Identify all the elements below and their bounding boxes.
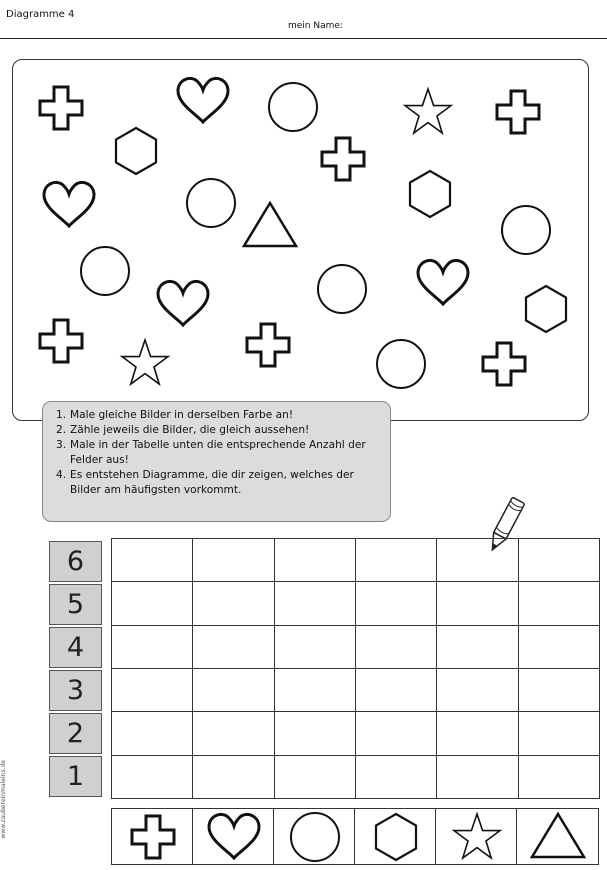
footer-url: www.zaubereinmaleins.de <box>0 760 7 839</box>
bar-grid <box>111 538 599 798</box>
grid-cell[interactable] <box>518 711 600 756</box>
cross-icon <box>40 87 82 129</box>
legend-cell <box>354 808 436 865</box>
grid-cell[interactable] <box>111 538 193 582</box>
grid-cell[interactable] <box>274 538 356 582</box>
grid-cell[interactable] <box>436 581 519 626</box>
grid-cell[interactable] <box>355 668 437 712</box>
grid-cell[interactable] <box>436 668 519 712</box>
star-icon <box>436 809 518 866</box>
grid-cell[interactable] <box>518 538 600 582</box>
circle-icon <box>187 179 235 227</box>
cross-icon <box>483 343 525 385</box>
circle-icon <box>318 265 366 313</box>
heart-icon <box>418 260 468 304</box>
hexagon-icon <box>526 286 566 332</box>
grid-cell[interactable] <box>111 668 193 712</box>
cross-icon <box>112 809 194 866</box>
grid-cell[interactable] <box>518 625 600 669</box>
grid-cell[interactable] <box>436 625 519 669</box>
circle-icon <box>269 83 317 131</box>
grid-cell[interactable] <box>436 711 519 756</box>
instruction-item: 4. Es entstehen Diagramme, die dir zeigen, welches der Bilder am häufigsten vorkommt. <box>56 469 354 496</box>
circle-icon <box>377 340 425 388</box>
grid-cell[interactable] <box>518 755 600 799</box>
instructions-box <box>42 401 391 522</box>
legend-row <box>111 808 599 865</box>
grid-cell[interactable] <box>192 711 275 756</box>
instruction-item: 3. Male in der Tabelle unten die entsprechende Anzahl der Felder aus! <box>56 439 366 466</box>
hexagon-icon <box>116 128 156 174</box>
hexagon-icon <box>410 171 450 217</box>
grid-cell[interactable] <box>436 538 519 582</box>
grid-cell[interactable] <box>274 755 356 799</box>
legend-cell <box>516 808 599 865</box>
circle-icon <box>81 247 129 295</box>
grid-cell[interactable] <box>192 668 275 712</box>
grid-cell[interactable] <box>274 581 356 626</box>
grid-cell[interactable] <box>436 755 519 799</box>
triangle-icon <box>517 809 600 866</box>
cross-icon <box>497 91 539 133</box>
cross-icon <box>247 324 289 366</box>
cross-icon <box>40 320 82 362</box>
y-label-cell: 2 <box>49 713 102 754</box>
header-line <box>0 38 607 39</box>
star-icon <box>405 89 451 133</box>
shapes-canvas <box>13 60 590 422</box>
grid-cell[interactable] <box>518 581 600 626</box>
grid-cell[interactable] <box>111 581 193 626</box>
name-label: mein Name: <box>288 21 343 31</box>
legend-cell <box>435 808 517 865</box>
legend-cell <box>192 808 274 865</box>
hexagon-icon <box>355 809 437 866</box>
grid-cell[interactable] <box>355 538 437 582</box>
heart-icon <box>193 809 275 866</box>
grid-cell[interactable] <box>355 581 437 626</box>
heart-icon <box>44 182 94 226</box>
grid-cell[interactable] <box>111 625 193 669</box>
cross-icon <box>322 138 364 180</box>
worksheet-title: Diagramme 4 <box>6 9 75 20</box>
legend-cell <box>273 808 355 865</box>
circle-icon <box>274 809 356 866</box>
y-label-cell: 1 <box>49 756 102 797</box>
instruction-item: 2. Zähle jeweils die Bilder, die gleich aussehen! <box>56 424 310 436</box>
y-label-cell: 4 <box>49 627 102 668</box>
grid-cell[interactable] <box>274 668 356 712</box>
shape-area <box>12 59 589 421</box>
grid-cell[interactable] <box>192 538 275 582</box>
grid-cell[interactable] <box>274 711 356 756</box>
y-label-cell: 3 <box>49 670 102 711</box>
grid-cell[interactable] <box>518 668 600 712</box>
star-icon <box>122 340 168 384</box>
grid-cell[interactable] <box>192 755 275 799</box>
y-label-cell: 6 <box>49 541 102 582</box>
grid-cell[interactable] <box>274 625 356 669</box>
heart-icon <box>158 281 208 325</box>
grid-cell[interactable] <box>111 711 193 756</box>
grid-cell[interactable] <box>192 581 275 626</box>
legend-cell <box>111 808 193 865</box>
grid-cell[interactable] <box>355 755 437 799</box>
grid-cell[interactable] <box>355 625 437 669</box>
triangle-icon <box>244 203 296 246</box>
y-label-cell: 5 <box>49 584 102 625</box>
grid-cell[interactable] <box>355 711 437 756</box>
instruction-item: 1. Male gleiche Bilder in derselben Farbe an! <box>56 409 294 421</box>
grid-cell[interactable] <box>192 625 275 669</box>
grid-cell[interactable] <box>111 755 193 799</box>
circle-icon <box>502 206 550 254</box>
heart-icon <box>178 78 228 122</box>
